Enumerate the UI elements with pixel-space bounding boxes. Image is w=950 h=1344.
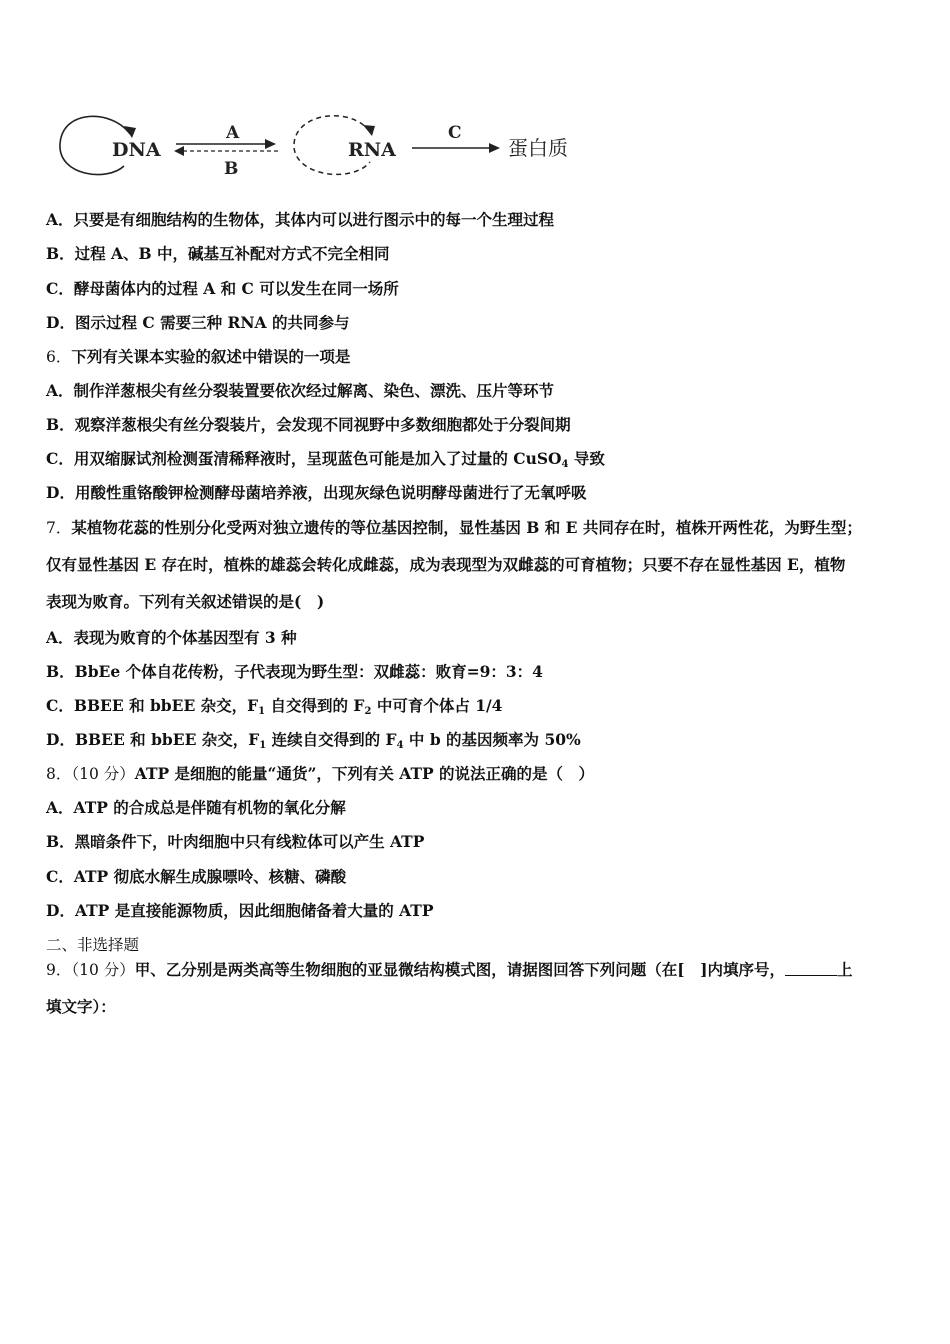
q5-option-a: A．只要是有细胞结构的生物体，其体内可以进行图示中的每一个生理过程 [46,210,555,229]
q9-stem-line2: 填文字）： [46,997,116,1016]
q6-stem: 6．下列有关课本实验的叙述中错误的一项是 [46,347,351,366]
q8-option-a: A．ATP 的合成总是伴随有机物的氧化分解 [46,798,346,817]
q7-stem-line2: 仅有显性基因 E 存在时，植株的雄蕊会转化成雌蕊，成为表现型为双雌蕊的可育植物；只要不存在显性基因 E，植物 [46,555,846,574]
q6-option-a: A．制作洋葱根尖有丝分裂装置要依次经过解离、染色、漂洗、压片等环节 [46,381,555,400]
q6-option-b: B．观察洋葱根尖有丝分裂装片，会发现不同视野中多数细胞都处于分裂间期 [46,415,571,434]
answer-blank[interactable] [785,961,837,976]
label-c: C [448,123,462,143]
q6-option-c: C．用双缩脲试剂检测蛋清稀释液时，呈现蓝色可能是加入了过量的 CuSO$_4$ 导致 [46,449,605,470]
rna-loop-arrowhead [363,125,375,136]
q7-option-c: C．BBEE 和 bbEE 杂交，$F_1$ 自交得到的 $F_2$ 中可育个体占 1/4 [46,696,503,717]
protein-label: 蛋白质 [508,136,568,160]
q8-option-c: C．ATP 彻底水解生成腺嘌呤、核糖、磷酸 [46,867,347,886]
label-b: B [224,159,239,179]
q7-option-a: A．表现为败育的个体基因型有 3 种 [46,628,297,647]
q7-option-b: B．BbEe 个体自花传粉，子代表现为野生型：双雌蕊：败育=9：3：4 [46,662,543,681]
dna-loop-arrowhead [124,126,136,138]
q9-stem-line1: 9．（10 分）甲、乙分别是两类高等生物细胞的亚显微结构模式图，请据图回答下列问题（在[ ]内填序号， 上 [46,960,853,979]
q5-option-d: D．图示过程 C 需要三种 RNA 的共同参与 [46,313,350,332]
q5-option-b: B．过程 A、B 中，碱基互补配对方式不完全相同 [46,244,390,263]
dna-label: DNA [112,139,161,161]
q7-option-d: D．BBEE 和 bbEE 杂交，$F_1$ 连续自交得到的 $F_4$ 中 b 的基因频率为 50% [46,730,581,751]
q8-stem: 8．（10 分）ATP 是细胞的能量“通货”，下列有关 ATP 的说法正确的是（ ） [46,764,595,783]
q5-option-c: C．酵母菌体内的过程 A 和 C 可以发生在同一场所 [46,279,399,298]
rna-label: RNA [348,139,396,161]
q8-option-d: D．ATP 是直接能源物质，因此细胞储备着大量的 ATP [46,901,434,920]
q7-stem-line3: 表现为败育。下列有关叙述错误的是( ) [46,592,325,611]
section-title: 二、非选择题 [46,936,140,954]
label-a: A [226,123,240,143]
central-dogma-diagram [52,104,612,186]
q8-option-b: B．黑暗条件下，叶肉细胞中只有线粒体可以产生 ATP [46,832,425,851]
q6-option-d: D．用酸性重铬酸钾检测酵母菌培养液，出现灰绿色说明酵母菌进行了无氧呼吸 [46,483,587,502]
q7-stem-line1: 7．某植物花蕊的性别分化受两对独立遗传的等位基因控制，显性基因 B 和 E 共同存在时，植株开两性花，为野生型； [46,518,862,537]
